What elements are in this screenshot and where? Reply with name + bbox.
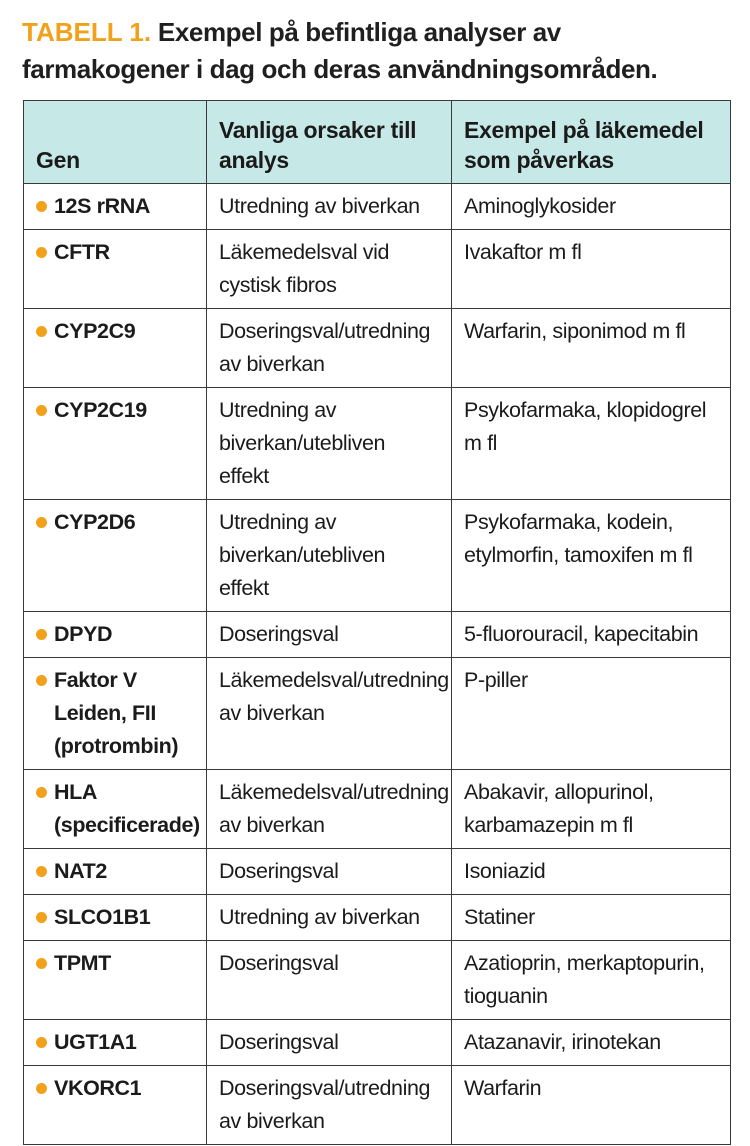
cell-gene bbox=[24, 895, 207, 941]
table-row bbox=[24, 184, 731, 230]
cell-drugs: Azatioprin, merkaptopurin, tioguanin bbox=[452, 941, 731, 1020]
gene-label-wrap bbox=[36, 664, 194, 763]
table-row bbox=[24, 1020, 731, 1066]
table-row bbox=[24, 1066, 731, 1145]
table-row bbox=[24, 849, 731, 895]
table-row bbox=[24, 770, 731, 849]
cell-drugs: Warfarin bbox=[452, 1066, 731, 1145]
gene-name: SLCO1B1 bbox=[54, 905, 151, 929]
cell-drugs: Ivakaftor m fl bbox=[452, 230, 731, 309]
gene-label-wrap bbox=[36, 190, 194, 223]
cell-reason: Utredning av biverkan/utebliven effekt bbox=[207, 500, 452, 612]
cell-reason: Doseringsval bbox=[207, 941, 452, 1020]
cell-reason: Utredning av biverkan/utebliven effekt bbox=[207, 388, 452, 500]
cell-reason: Läkemedelsval/utredning av biverkan bbox=[207, 770, 452, 849]
bullet-dot-icon bbox=[36, 247, 47, 258]
gene-label-wrap bbox=[36, 236, 194, 269]
bullet-dot-icon bbox=[36, 675, 47, 686]
gene-label-wrap bbox=[36, 618, 194, 651]
cell-reason: Doseringsval/utredning av biverkan bbox=[207, 309, 452, 388]
gene-label-wrap bbox=[36, 855, 194, 888]
bullet-dot-icon bbox=[36, 629, 47, 640]
cell-drugs: Aminoglykosider bbox=[452, 184, 731, 230]
cell-gene bbox=[24, 658, 207, 770]
bullet-dot-icon bbox=[36, 326, 47, 337]
gene-label-wrap bbox=[36, 394, 194, 427]
cell-drugs: Psykofarmaka, klopidogrel m fl bbox=[452, 388, 731, 500]
table-row bbox=[24, 658, 731, 770]
column-header-drugs: Exempel på läkemedel som påverkas bbox=[452, 101, 731, 184]
table-header-row bbox=[24, 101, 731, 184]
gene-label-wrap bbox=[36, 315, 194, 348]
gene-name: TPMT bbox=[54, 951, 111, 975]
table-header bbox=[24, 101, 731, 184]
bullet-dot-icon bbox=[36, 517, 47, 528]
table-row bbox=[24, 895, 731, 941]
gene-name: CYP2C9 bbox=[54, 319, 136, 343]
table-body bbox=[24, 184, 731, 1145]
cell-gene bbox=[24, 230, 207, 309]
cell-reason: Doseringsval bbox=[207, 612, 452, 658]
gene-name: HLA (specificerade) bbox=[54, 780, 200, 837]
pharmacogene-table bbox=[23, 100, 731, 1145]
cell-drugs: Atazanavir, irinotekan bbox=[452, 1020, 731, 1066]
table-row bbox=[24, 612, 731, 658]
table-row bbox=[24, 309, 731, 388]
table-row bbox=[24, 230, 731, 309]
cell-gene bbox=[24, 388, 207, 500]
table-caption bbox=[22, 14, 734, 88]
cell-gene bbox=[24, 849, 207, 895]
column-header-reason: Vanliga orsaker till analys bbox=[207, 101, 452, 184]
gene-name: Faktor V Leiden, FII (protrombin) bbox=[54, 668, 179, 758]
gene-name: NAT2 bbox=[54, 859, 107, 883]
cell-drugs: Isoniazid bbox=[452, 849, 731, 895]
cell-gene bbox=[24, 612, 207, 658]
bullet-dot-icon bbox=[36, 958, 47, 969]
cell-drugs: P-piller bbox=[452, 658, 731, 770]
cell-reason: Doseringsval bbox=[207, 849, 452, 895]
gene-name: CYP2D6 bbox=[54, 510, 136, 534]
bullet-dot-icon bbox=[36, 201, 47, 212]
gene-name: CYP2C19 bbox=[54, 398, 147, 422]
gene-label-wrap bbox=[36, 901, 194, 934]
table-caption-text: Exempel på befintliga analyser av farmakogener i dag och deras användningsområden. bbox=[22, 17, 658, 84]
table-row bbox=[24, 941, 731, 1020]
gene-label-wrap bbox=[36, 947, 194, 980]
cell-reason: Doseringsval/utredning av biverkan bbox=[207, 1066, 452, 1145]
bullet-dot-icon bbox=[36, 1037, 47, 1048]
gene-name: CFTR bbox=[54, 240, 110, 264]
gene-label-wrap bbox=[36, 506, 194, 539]
bullet-dot-icon bbox=[36, 866, 47, 877]
bullet-dot-icon bbox=[36, 1083, 47, 1094]
cell-gene bbox=[24, 941, 207, 1020]
bullet-dot-icon bbox=[36, 405, 47, 416]
bullet-dot-icon bbox=[36, 787, 47, 798]
cell-gene bbox=[24, 1020, 207, 1066]
cell-drugs: 5-fluorouracil, kapecitabin bbox=[452, 612, 731, 658]
gene-label-wrap bbox=[36, 1072, 194, 1105]
gene-name: 12S rRNA bbox=[54, 194, 150, 218]
cell-gene bbox=[24, 770, 207, 849]
table-number-label: TABELL 1. bbox=[22, 17, 152, 47]
cell-reason: Läkemedelsval vid cystisk fibros bbox=[207, 230, 452, 309]
cell-gene bbox=[24, 1066, 207, 1145]
cell-reason: Utredning av biverkan bbox=[207, 895, 452, 941]
gene-name: VKORC1 bbox=[54, 1076, 142, 1100]
table-row bbox=[24, 388, 731, 500]
gene-name: DPYD bbox=[54, 622, 113, 646]
cell-drugs: Warfarin, siponimod m fl bbox=[452, 309, 731, 388]
gene-label-wrap bbox=[36, 776, 200, 842]
cell-gene bbox=[24, 309, 207, 388]
cell-drugs: Psykofarmaka, kodein, etylmorfin, tamoxifen m fl bbox=[452, 500, 731, 612]
bullet-dot-icon bbox=[36, 912, 47, 923]
cell-reason: Doseringsval bbox=[207, 1020, 452, 1066]
cell-drugs: Statiner bbox=[452, 895, 731, 941]
cell-reason: Utredning av biverkan bbox=[207, 184, 452, 230]
gene-label-wrap bbox=[36, 1026, 194, 1059]
cell-drugs: Abakavir, allopurinol, karbamazepin m fl bbox=[452, 770, 731, 849]
column-header-gene: Gen bbox=[24, 101, 207, 184]
cell-gene bbox=[24, 500, 207, 612]
cell-reason: Läkemedelsval/utredning av biverkan bbox=[207, 658, 452, 770]
cell-gene bbox=[24, 184, 207, 230]
table-row bbox=[24, 500, 731, 612]
gene-name: UGT1A1 bbox=[54, 1030, 137, 1054]
